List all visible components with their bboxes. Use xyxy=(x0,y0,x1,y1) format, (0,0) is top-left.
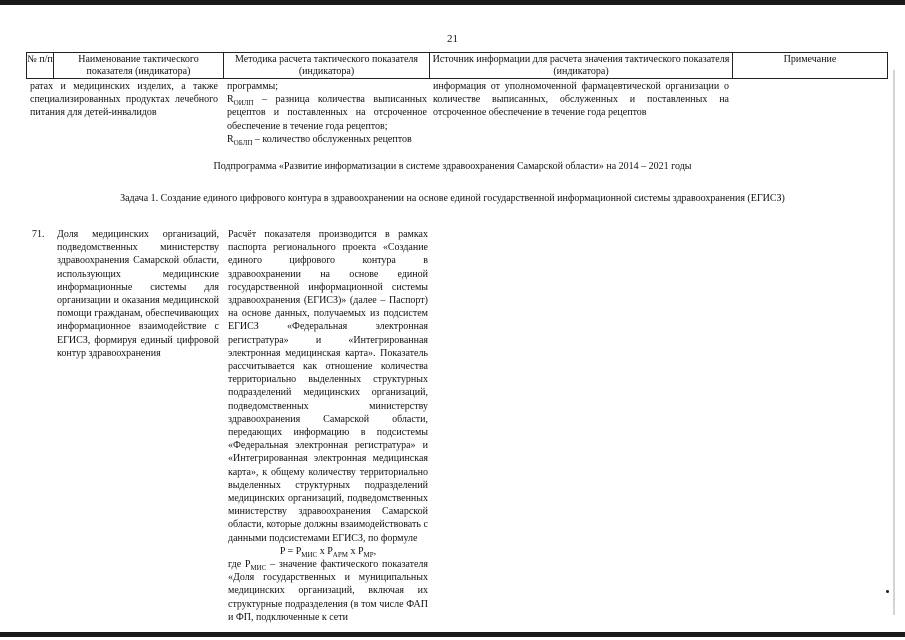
bottom-border-bar xyxy=(0,632,905,637)
top-border-bar xyxy=(0,0,905,5)
header-source: Источник информации для расчета значения тактического показателя (индикатора) xyxy=(429,52,732,79)
formula-explanation: где $P_{МИС}$ – значение фактического показателя «Доля государственных и муниципальных медицинских организаций, включая их структурные подразделения (в том числе ФАП и ФП, подключенные к сети xyxy=(228,559,428,623)
page-number: 21 xyxy=(447,33,458,45)
header-indicator-name: Наименование тактического показателя (индикатора) xyxy=(53,52,223,79)
indicator-name: Доля медицинских организаций, подведомственных министерству здравоохранения Самарской области, использующих медицинские информационные системы для организации и оказания медицинской помощи гражданам, обеспечивающих информационное взаимодействие с ЕГИСЗ, формируя единый цифровой контур здравоохранения xyxy=(57,229,219,359)
scan-speck xyxy=(886,590,889,593)
continued-method xyxy=(227,80,427,146)
row-number: 71. xyxy=(32,229,45,240)
continued-source: информация от уполномоченной фармацевтической организации о количестве выписанных, обслуженных и поставленных на отсроченное обеспечение в течение года рецептов xyxy=(433,81,729,119)
scan-edge-shadow xyxy=(893,70,895,615)
subprogram-title: Подпрограмма «Развитие информатизации в системе здравоохранения Самарской области» на 2014 – 2021 годы xyxy=(213,161,692,172)
header-note: Примечание xyxy=(732,52,888,79)
header-number: № п/п xyxy=(26,52,53,79)
task-title: Задача 1. Создание единого цифрового контура в здравоохранении на основе единой государственной информационной системы здравоохранения (ЕГИСЗ) xyxy=(120,193,785,204)
method-variable-roblp: $R_{ОБЛП}$ – количество обслуженных рецептов xyxy=(227,133,412,147)
continued-indicator-name: ратах и медицинских изделих, а также специализированных продуктах лечебного питания для детей-инвалидов xyxy=(30,81,218,119)
method-description xyxy=(228,228,428,624)
formula: $P = P_{МИС}$ x $P_{АРМ}$ x $P_{МР}$, xyxy=(279,545,377,559)
method-variable-roilp: $R_{ОИЛП}$ – разница количества выписанных рецептов и поставленных на отсроченное обеспечение в течение года рецептов; xyxy=(227,94,427,132)
method-text: Расчёт показателя производится в рамках паспорта регионального проекта «Создание единого цифрового контура в здравоохранении на основе единой государственной информационной системы здравоохранения (ЕГИСЗ)» (далее – Паспорт) на основе данных, получаемых из подсистем ЕГИСЗ «Федеральная электронная регистратура» и «Интегрированная электронная медицинская карта». Показатель рассчитывается как отношение количества территориально выделенных структурных подразделений медицинских организаций, подведомственных министерству здравоохранения Самарской области, передающих информацию в подсистемы «Федеральная электронная регистратура» и «Интегрированная электронная медицинская карта», к общему количеству территориально выделенных структурных подразделений медицинских организаций, подведомственных министерству здравоохранения Самарской области, которые должны взаимодействовать с данными подсистемами ЕГИСЗ, по формуле xyxy=(228,229,428,544)
header-method: Методика расчета тактического показателя (индикатора) xyxy=(223,52,429,79)
method-line: программы; xyxy=(227,81,279,92)
